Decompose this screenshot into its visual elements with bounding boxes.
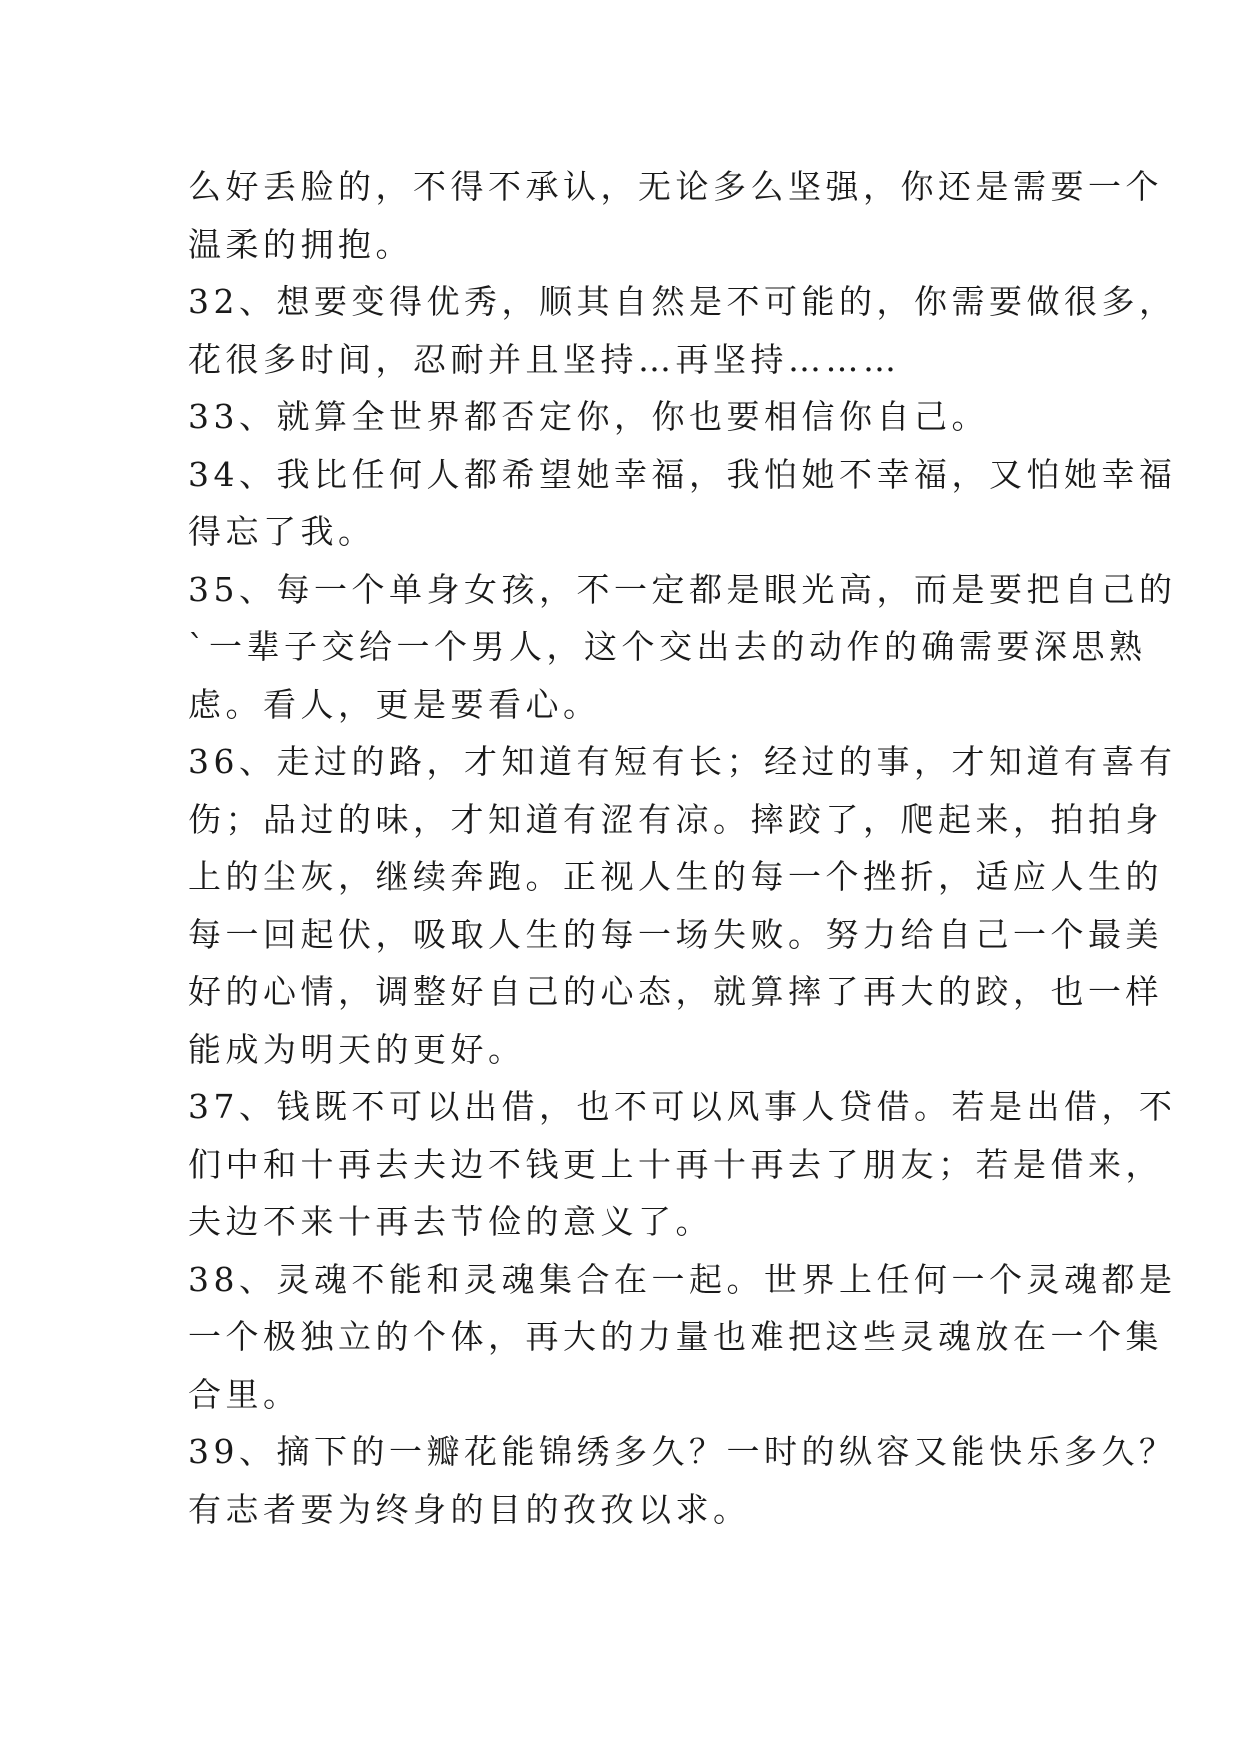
text-line: 38、灵魂不能和灵魂集合在一起。世界上任何一个灵魂都是 [188, 1259, 1177, 1299]
text-line: 34、我比任何人都希望她幸福，我怕她不幸福，又怕她幸福 [188, 454, 1177, 494]
text-line: 们中和十再去夫边不钱更上十再十再去了朋友；若是借来， [188, 1144, 1163, 1184]
text-line: 能成为明天的更好。 [188, 1029, 526, 1069]
text-line: 虑。看人，更是要看心。 [188, 684, 601, 724]
text-line: 合里。 [188, 1374, 301, 1414]
text-line: 得忘了我。 [188, 512, 376, 551]
text-line: 伤；品过的味，才知道有涩有凉。摔跤了，爬起来，拍拍身 [188, 799, 1163, 839]
text-line: 37、钱既不可以出借，也不可以风事人贷借。若是出借，不 [188, 1087, 1177, 1126]
text-line: 夫边不来十再去节俭的意义了。 [188, 1202, 713, 1241]
text-line: 上的尘灰，继续奔跑。正视人生的每一个挫折，适应人生的 [188, 857, 1163, 896]
text-line: 33、就算全世界都否定你，你也要相信你自己。 [188, 397, 989, 436]
text-line: 36、走过的路，才知道有短有长；经过的事，才知道有喜有 [188, 742, 1177, 781]
text-line: 每一回起伏，吸取人生的每一场失败。努力给自己一个最美 [188, 914, 1163, 954]
text-line: 花很多时间，忍耐并且坚持…再坚持……… [188, 339, 901, 379]
text-line: 39、摘下的一瓣花能锦绣多久？一时的纵容又能快乐多久？ [188, 1432, 1177, 1471]
text-line: 有志者要为终身的目的孜孜以求。 [188, 1489, 751, 1529]
text-line: 32、想要变得优秀，顺其自然是不可能的，你需要做很多， [188, 282, 1177, 321]
text-line: 温柔的拥抱。 [188, 224, 413, 264]
text-line: 35、每一个单身女孩，不一定都是眼光高，而是要把自己的 [188, 569, 1177, 609]
text-line: `一辈子交给一个男人，这个交出去的动作的确需要深思熟 [188, 627, 1147, 666]
text-line: 么好丢脸的，不得不承认，无论多么坚强，你还是需要一个 [188, 167, 1163, 206]
text-line: 好的心情，调整好自己的心态，就算摔了再大的跤，也一样 [188, 972, 1163, 1011]
text-line: 一个极独立的个体，再大的力量也难把这些灵魂放在一个集 [188, 1317, 1163, 1356]
document-body [188, 158, 1177, 1538]
